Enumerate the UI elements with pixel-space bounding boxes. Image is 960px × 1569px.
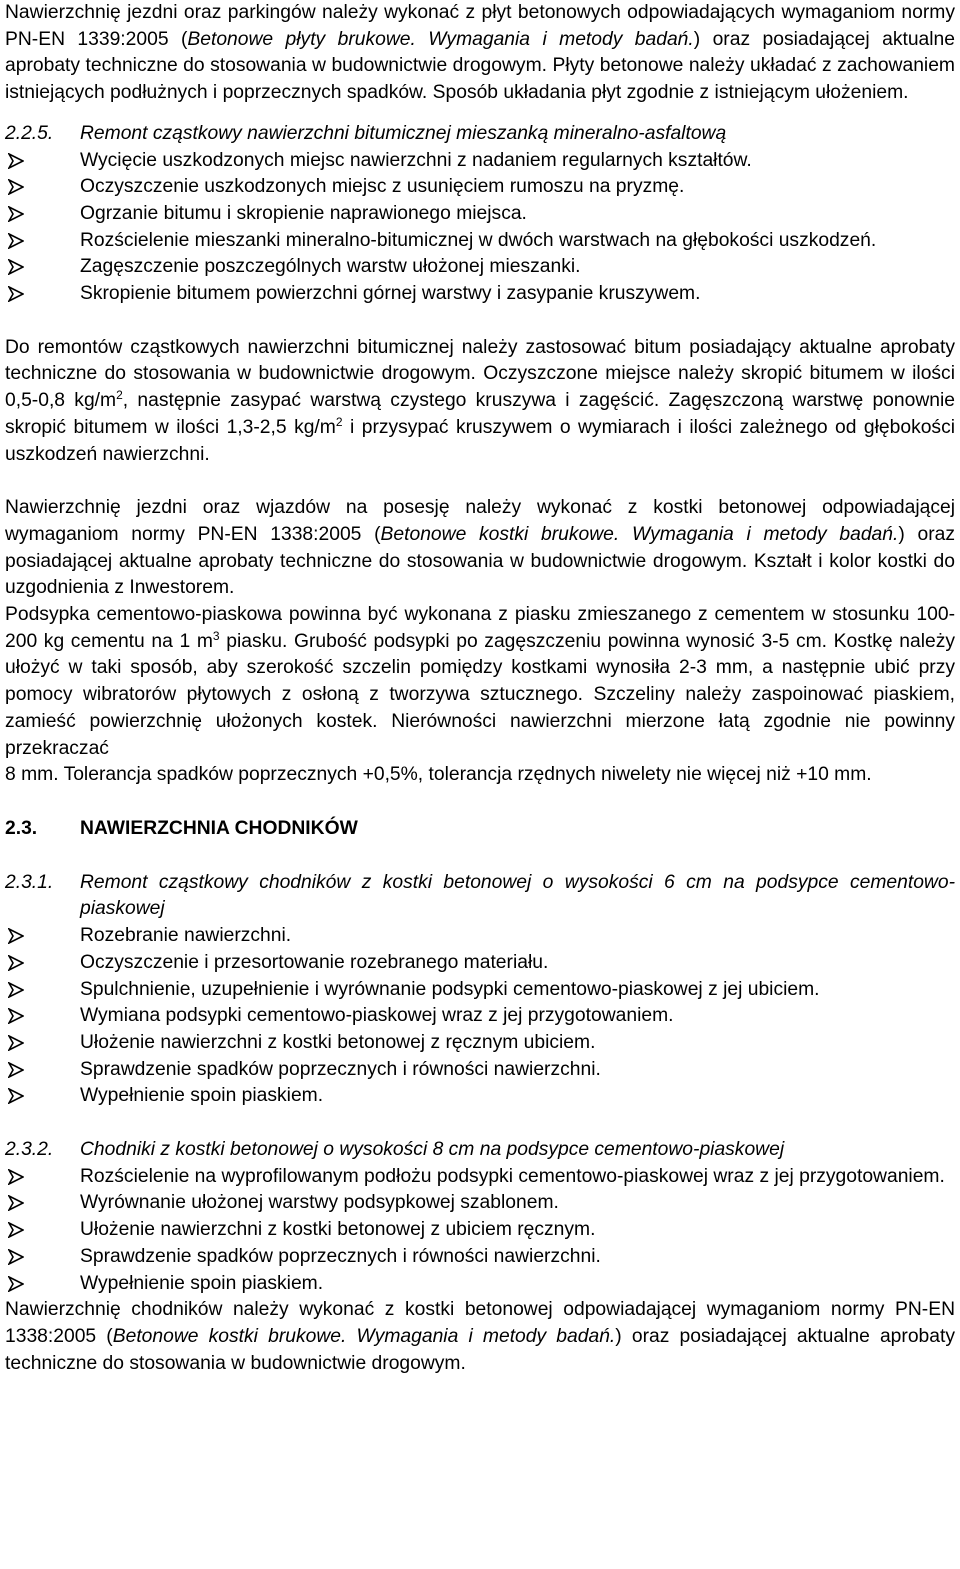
list-item: Spulchnienie, uzupełnienie i wyrównanie podsypki cementowo-piaskowej z jej ubiciem.	[5, 977, 955, 1004]
arrow-bullet-icon	[5, 1003, 80, 1030]
section-title: Remont cząstkowy nawierzchni bitumicznej mieszanką mineralno-asfaltową	[80, 122, 727, 144]
arrow-bullet-icon	[5, 1190, 80, 1217]
section-title: NAWIERZCHNIA CHODNIKÓW	[80, 817, 358, 839]
list-item: Ułożenie nawierzchni z kostki betonowej z ręcznym ubiciem.	[5, 1030, 955, 1057]
list-item: Oczyszczenie uszkodzonych miejsc z usunięciem rumoszu na pryzmę.	[5, 174, 955, 201]
arrow-bullet-icon	[5, 174, 80, 201]
arrow-bullet-icon	[5, 977, 80, 1004]
list-item: Sprawdzenie spadków poprzecznych i równości nawierzchni.	[5, 1057, 955, 1084]
section-number: 2.3.2.	[5, 1139, 54, 1161]
section-heading-2-3-1	[5, 870, 955, 923]
list-item: Wypełnienie spoin piaskiem.	[5, 1271, 955, 1298]
paragraph-bitum: Do remontów cząstkowych nawierzchni bitumicznej należy zastosować bitum posiadający aktualne aprobaty techniczne do stosowania w budownictwie drogowym. Oczyszczone miejsce należy skropić bitumem w ilości 0,5-0,8 $kg/m^2$, następnie zasypać warstwą czystego kruszywa i zagęścić. Zagęszczoną warstwę ponownie skropić bitumem w ilości 1,3-2,5 $kg/m^2$ i przysypać kruszywem o wymiarach i ilości zależnego od głębokości uszkodzeń nawierzchni.	[5, 336, 955, 465]
arrow-bullet-icon	[5, 950, 80, 977]
bullet-list-2-2-5	[5, 148, 955, 308]
arrow-bullet-icon	[5, 1057, 80, 1084]
arrow-bullet-icon	[5, 1030, 80, 1057]
list-item: Wyrównanie ułożonej warstwy podsypkowej szablonem.	[5, 1190, 955, 1217]
paragraph-kostka-2: Podsypka cementowo-piaskowa powinna być wykonana z piasku zmieszanego z cementem w stosunku 100-200 kg cementu na 1 $m^3$ piasku. Grubość podsypki po zagęszczeniu powinna wynosić 3-5 cm. Kostkę należy ułożyć w taki sposób, aby szerokość szczelin pomiędzy kostkami wynosiła 2-3 mm, a następnie ubić przy pomocy wibratorów płytowych z osłoną z tworzywa sztucznego. Szczeliny należy zaspoinować piaskiem, zamieść powierzchnię ułożonych kostek. Nierówności nawierzchni mierzone łatą zgodnie nie powinny przekraczać	[5, 604, 955, 759]
list-item: Wypełnienie spoin piaskiem.	[5, 1083, 955, 1110]
section-number: 2.3.1.	[5, 871, 54, 893]
arrow-bullet-icon	[5, 281, 80, 308]
section-title: Remont cząstkowy chodników z kostki betonowej o wysokości 6 cm na podsypce cementowo-piaskowej	[80, 871, 955, 920]
arrow-bullet-icon	[5, 1164, 80, 1191]
bullet-list-2-3-2	[5, 1164, 955, 1298]
list-item: Rozebranie nawierzchni.	[5, 923, 955, 950]
paragraph-chodniki-final: Nawierzchnię chodników należy wykonać z kostki betonowej odpowiadającej wymaganiom normy PN-EN 1338:2005 (Betonowe kostki brukowe. Wymagania i metody badań.) oraz posiadającej aktualne aprobaty techniczne do stosowania w budownictwie drogowym.	[5, 1299, 955, 1374]
list-item: Ułożenie nawierzchni z kostki betonowej z ubiciem ręcznym.	[5, 1217, 955, 1244]
list-item: Ogrzanie bitumu i skropienie naprawionego miejsca.	[5, 201, 955, 228]
norm-title: Betonowe płyty brukowe. Wymagania i metody badań.	[187, 28, 694, 50]
section-heading-2-3	[5, 816, 955, 843]
section-number: 2.2.5.	[5, 122, 54, 144]
arrow-bullet-icon	[5, 1217, 80, 1244]
list-item: Wycięcie uszkodzonych miejsc nawierzchni z nadaniem regularnych kształtów.	[5, 148, 955, 175]
arrow-bullet-icon	[5, 228, 80, 255]
section-title: Chodniki z kostki betonowej o wysokości 8 cm na podsypce cementowo-piaskowej	[80, 1139, 785, 1161]
paragraph-plyty: Nawierzchnię jezdni oraz parkingów należy wykonać z płyt betonowych odpowiadających wymaganiom normy PN-EN 1339:2005 (Betonowe płyty brukowe. Wymagania i metody badań.) oraz posiadającej aktualne aprobaty techniczne do stosowania w budownictwie drogowym. Płyty betonowe należy układać z zachowaniem istniejących podłużnych i poprzecznych spadków. Sposób układania płyt zgodnie z istniejącym ułożeniem.	[5, 2, 955, 104]
arrow-bullet-icon	[5, 923, 80, 950]
paragraph-kostka-3: 8 mm. Tolerancja spadków poprzecznych +0,5%, tolerancja rzędnych niwelety nie więcej niż +10 mm.	[5, 764, 872, 786]
list-item: Zagęszczenie poszczególnych warstw ułożonej mieszanki.	[5, 254, 955, 281]
list-item: Wymiana podsypki cementowo-piaskowej wraz z jej przygotowaniem.	[5, 1003, 955, 1030]
arrow-bullet-icon	[5, 1271, 80, 1298]
section-heading-2-3-2	[5, 1137, 955, 1164]
arrow-bullet-icon	[5, 254, 80, 281]
arrow-bullet-icon	[5, 1244, 80, 1271]
section-number: 2.3.	[5, 817, 38, 839]
paragraph-kostka-1: Nawierzchnię jezdni oraz wjazdów na posesję należy wykonać z kostki betonowej odpowiadającej wymaganiom normy PN-EN 1338:2005 (Betonowe kostki brukowe. Wymagania i metody badań.) oraz posiadającej aktualne aprobaty techniczne do stosowania w budownictwie drogowym. Kształt i kolor kostki do uzgodnienia z Inwestorem.	[5, 497, 955, 599]
section-heading-2-2-5	[5, 121, 955, 148]
arrow-bullet-icon	[5, 1083, 80, 1110]
arrow-bullet-icon	[5, 148, 80, 175]
bullet-list-2-3-1	[5, 923, 955, 1110]
list-item: Oczyszczenie i przesortowanie rozebranego materiału.	[5, 950, 955, 977]
list-item: Rozścielenie mieszanki mineralno-bitumicznej w dwóch warstwach na głębokości uszkodzeń.	[5, 228, 955, 255]
list-item: Rozścielenie na wyprofilowanym podłożu podsypki cementowo-piaskowej wraz z jej przygotowaniem.	[5, 1164, 955, 1191]
list-item: Sprawdzenie spadków poprzecznych i równości nawierzchni.	[5, 1244, 955, 1271]
list-item: Skropienie bitumem powierzchni górnej warstwy i zasypanie kruszywem.	[5, 281, 955, 308]
arrow-bullet-icon	[5, 201, 80, 228]
